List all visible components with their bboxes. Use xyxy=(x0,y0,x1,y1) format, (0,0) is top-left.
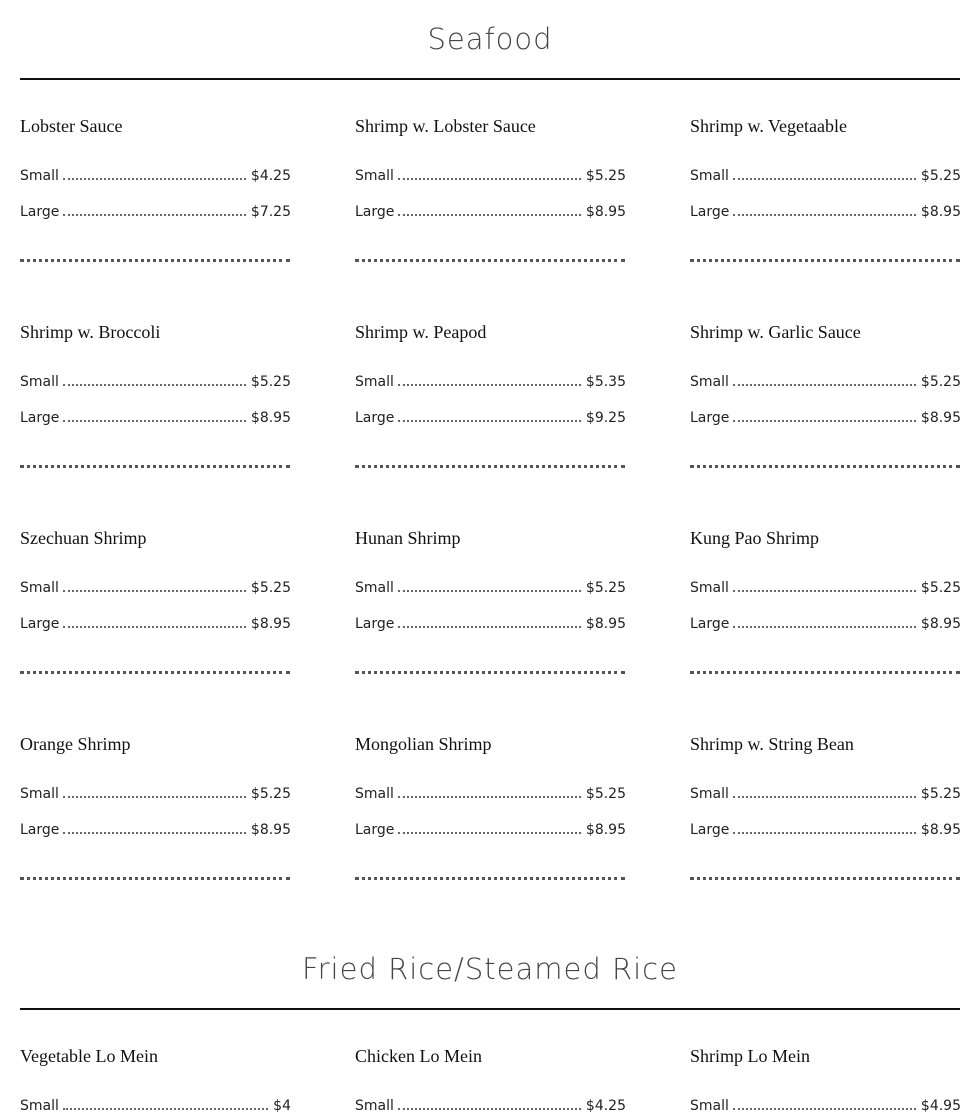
item-separator xyxy=(355,465,625,468)
price-row xyxy=(690,164,961,184)
dot-leader xyxy=(398,590,581,592)
dot-leader xyxy=(733,832,916,834)
price-value: $8.95 xyxy=(920,616,961,632)
item-separator xyxy=(355,671,625,674)
size-label: Large xyxy=(690,822,730,838)
price-row xyxy=(20,612,291,632)
dot-leader xyxy=(63,796,246,798)
dot-leader xyxy=(398,1108,581,1110)
price-value: $5.35 xyxy=(585,374,626,390)
price-value: $4.25 xyxy=(585,1098,626,1114)
dot-leader xyxy=(63,384,246,386)
item-name: Lobster Sauce xyxy=(20,116,123,136)
price-row xyxy=(355,1094,626,1114)
price-value: $4.25 xyxy=(250,168,291,184)
item-separator xyxy=(690,259,960,262)
price-row xyxy=(690,818,961,838)
size-label: Large xyxy=(355,410,395,426)
item-separator xyxy=(355,877,625,880)
price-row xyxy=(20,406,291,426)
size-label: Large xyxy=(355,204,395,220)
item-name: Chicken Lo Mein xyxy=(355,1046,482,1066)
price-row xyxy=(355,782,626,802)
item-name: Szechuan Shrimp xyxy=(20,528,147,548)
dot-leader xyxy=(63,590,246,592)
dot-leader xyxy=(398,214,581,216)
section-title-seafood: Seafood xyxy=(427,22,553,56)
size-label: Small xyxy=(690,786,729,802)
item-name: Shrimp w. Vegetaable xyxy=(690,116,847,136)
dot-leader xyxy=(733,384,916,386)
dot-leader xyxy=(733,1108,916,1110)
price-row xyxy=(355,370,626,390)
price-value: $7.25 xyxy=(250,204,291,220)
size-label: Small xyxy=(355,580,394,596)
item-separator xyxy=(690,465,960,468)
item-separator xyxy=(690,877,960,880)
dot-leader xyxy=(398,384,581,386)
price-row xyxy=(20,1094,291,1114)
price-value: $8.95 xyxy=(250,410,291,426)
price-row xyxy=(20,370,291,390)
size-label: Small xyxy=(20,168,59,184)
dot-leader xyxy=(733,626,916,628)
price-row xyxy=(690,782,961,802)
item-name: Shrimp w. String Bean xyxy=(690,734,854,754)
dot-leader xyxy=(398,178,581,180)
size-label: Large xyxy=(20,204,60,220)
price-row xyxy=(690,200,961,220)
dot-leader xyxy=(733,178,916,180)
price-value: $5.25 xyxy=(250,786,291,802)
price-value: $5.25 xyxy=(920,374,961,390)
dot-leader xyxy=(398,796,581,798)
price-row xyxy=(20,576,291,596)
dot-leader xyxy=(63,420,246,422)
item-separator xyxy=(690,671,960,674)
item-separator xyxy=(20,259,290,262)
price-value: $5.25 xyxy=(920,168,961,184)
dot-leader xyxy=(63,1108,268,1110)
price-value: $8.95 xyxy=(585,822,626,838)
section-title-fried-rice: Fried Rice/Steamed Rice xyxy=(302,952,678,986)
price-row xyxy=(690,576,961,596)
size-label: Small xyxy=(690,168,729,184)
item-name: Hunan Shrimp xyxy=(355,528,461,548)
size-label: Small xyxy=(690,1098,729,1114)
dot-leader xyxy=(63,214,246,216)
dot-leader xyxy=(398,832,581,834)
item-separator xyxy=(20,671,290,674)
price-value: $5.25 xyxy=(920,786,961,802)
dot-leader xyxy=(733,796,916,798)
size-label: Large xyxy=(690,410,730,426)
item-name: Shrimp Lo Mein xyxy=(690,1046,810,1066)
size-label: Large xyxy=(20,410,60,426)
price-value: $5.25 xyxy=(250,580,291,596)
price-value: $8.95 xyxy=(250,822,291,838)
item-name: Orange Shrimp xyxy=(20,734,131,754)
price-value: $4.95 xyxy=(920,1098,961,1114)
dot-leader xyxy=(63,832,246,834)
dot-leader xyxy=(398,626,581,628)
dot-leader xyxy=(398,420,581,422)
price-row xyxy=(355,200,626,220)
size-label: Large xyxy=(20,616,60,632)
item-name: Kung Pao Shrimp xyxy=(690,528,820,548)
price-value: $8.95 xyxy=(920,410,961,426)
size-label: Small xyxy=(690,580,729,596)
size-label: Large xyxy=(690,616,730,632)
price-row xyxy=(20,782,291,802)
item-name: Vegetable Lo Mein xyxy=(20,1046,158,1066)
price-value: $5.25 xyxy=(585,580,626,596)
price-row xyxy=(355,612,626,632)
size-label: Small xyxy=(355,168,394,184)
price-row xyxy=(355,576,626,596)
size-label: Small xyxy=(355,786,394,802)
item-name: Shrimp w. Peapod xyxy=(355,322,487,342)
price-row xyxy=(690,370,961,390)
price-row xyxy=(690,1094,961,1114)
price-row xyxy=(355,818,626,838)
dot-leader xyxy=(63,178,246,180)
price-row xyxy=(355,164,626,184)
price-value: $8.95 xyxy=(585,616,626,632)
price-value: $9.25 xyxy=(585,410,626,426)
dot-leader xyxy=(733,214,916,216)
price-value: $5.25 xyxy=(920,580,961,596)
size-label: Large xyxy=(20,822,60,838)
price-value: $8.95 xyxy=(585,204,626,220)
item-separator xyxy=(355,259,625,262)
price-row xyxy=(20,164,291,184)
price-row xyxy=(690,406,961,426)
size-label: Large xyxy=(355,616,395,632)
price-row xyxy=(690,612,961,632)
size-label: Small xyxy=(20,580,59,596)
price-value: $8.95 xyxy=(250,616,291,632)
price-value: $5.25 xyxy=(585,168,626,184)
size-label: Small xyxy=(690,374,729,390)
price-value: $8.95 xyxy=(920,204,961,220)
size-label: Small xyxy=(355,374,394,390)
price-value: $5.25 xyxy=(250,374,291,390)
size-label: Large xyxy=(355,822,395,838)
size-label: Small xyxy=(355,1098,394,1114)
item-name: Shrimp w. Lobster Sauce xyxy=(355,116,536,136)
item-name: Shrimp w. Broccoli xyxy=(20,322,161,342)
price-row xyxy=(20,818,291,838)
size-label: Small xyxy=(20,1098,59,1114)
section-divider xyxy=(20,78,960,80)
price-row xyxy=(20,200,291,220)
item-name: Shrimp w. Garlic Sauce xyxy=(690,322,861,342)
dot-leader xyxy=(733,590,916,592)
section-divider xyxy=(20,1008,960,1010)
dot-leader xyxy=(733,420,916,422)
item-separator xyxy=(20,465,290,468)
price-row xyxy=(355,406,626,426)
price-value: $8.95 xyxy=(920,822,961,838)
item-name: Mongolian Shrimp xyxy=(355,734,492,754)
item-separator xyxy=(20,877,290,880)
size-label: Small xyxy=(20,374,59,390)
dot-leader xyxy=(63,626,246,628)
size-label: Small xyxy=(20,786,59,802)
price-value: $4 xyxy=(273,1098,291,1114)
price-value: $5.25 xyxy=(585,786,626,802)
size-label: Large xyxy=(690,204,730,220)
